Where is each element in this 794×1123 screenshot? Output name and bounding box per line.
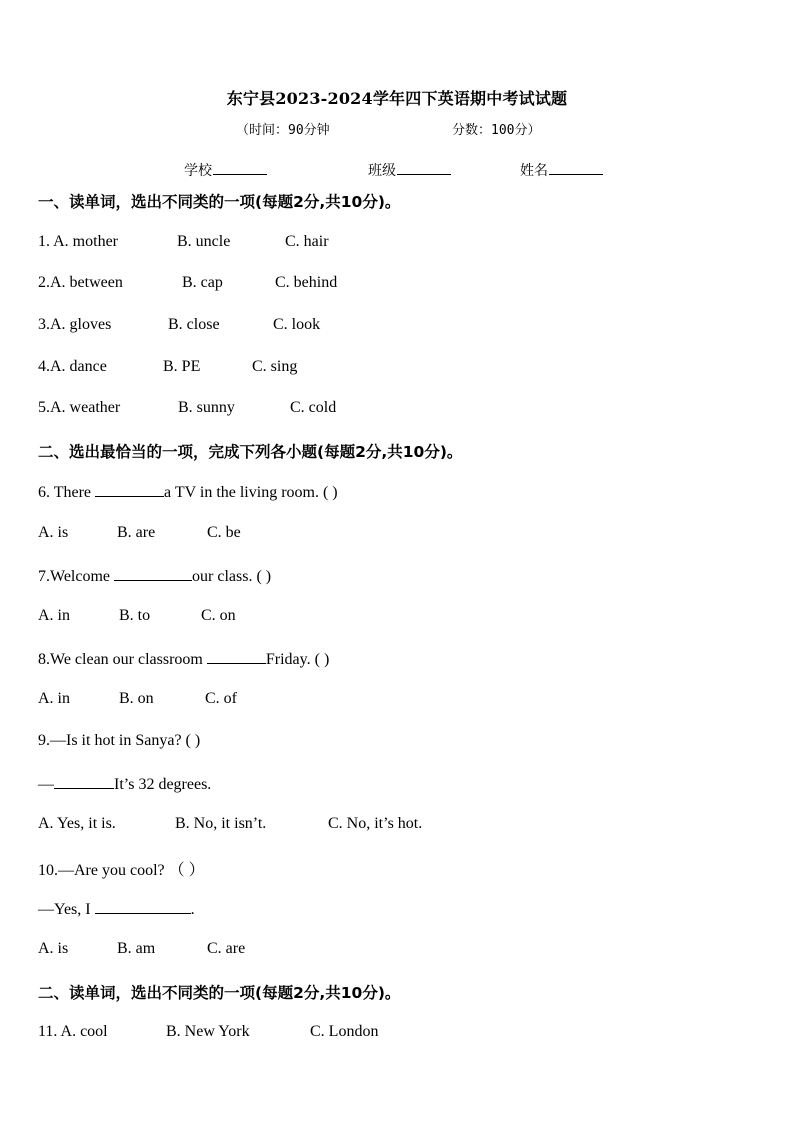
q2-number: 2.: [38, 274, 50, 291]
school-blank[interactable]: [213, 160, 267, 175]
question-6: [38, 482, 338, 502]
q4-option-b: B. PE: [163, 358, 201, 375]
question-2: [38, 274, 123, 292]
q1-number: 1: [38, 233, 46, 250]
q8-answer-blank[interactable]: [207, 649, 266, 664]
q1-option-b: B. uncle: [177, 233, 231, 250]
name-label: 姓名: [520, 163, 548, 179]
q9-answer-blank[interactable]: [54, 774, 114, 789]
question-4: [38, 358, 107, 376]
q7-option-b: B. to: [119, 607, 151, 624]
question-9-reply: [38, 774, 211, 794]
q9-option-b: B. No, it isn’t.: [175, 815, 267, 832]
q2-option-c: C. behind: [275, 274, 338, 291]
question-9: 9.—Is it hot in Sanya? ( ): [38, 732, 201, 749]
q7-option-c: C. on: [201, 607, 236, 624]
exam-score: 分数：100分）: [452, 123, 541, 138]
question-3: [38, 316, 111, 334]
q8-option-c: C. of: [205, 690, 237, 707]
q6-answer-blank[interactable]: [95, 482, 164, 497]
q10-answer-blank[interactable]: [95, 899, 191, 914]
q2-option-b: B. cap: [182, 274, 223, 291]
question-8: [38, 649, 329, 669]
q11-number: 11: [38, 1023, 54, 1040]
q7-answer-blank[interactable]: [114, 566, 192, 581]
q6-option-c: C. be: [207, 524, 241, 541]
q7-stem-end: our class. ( ): [192, 568, 272, 585]
q4-option-c: C. sing: [252, 358, 298, 375]
q10-option-a: A. is: [38, 940, 69, 957]
question-10: 10.—Are you cool? （ ）: [38, 862, 205, 879]
question-1: [38, 233, 118, 251]
q11-option-b: B. New York: [166, 1023, 250, 1040]
q9-option-c: C. No, it’s hot.: [328, 815, 423, 832]
q11-option-c: C. London: [310, 1023, 379, 1040]
name-blank[interactable]: [549, 160, 603, 175]
q8-stem-end: Friday. ( ): [265, 651, 330, 668]
q8-stem-start: 8.We clean our classroom: [38, 651, 207, 668]
q9-option-a: A. Yes, it is.: [38, 815, 116, 832]
q4-option-a: A. dance: [50, 358, 107, 375]
question-11: [38, 1023, 108, 1041]
class-field[interactable]: [368, 160, 451, 180]
question-7: [38, 566, 271, 586]
section-2-heading: 二、选出最恰当的一项，完成下列各小题(每题2分,共10分)。: [38, 443, 463, 461]
section-1-heading: 一、读单词，选出不同类的一项(每题2分,共10分)。: [38, 193, 401, 211]
q3-option-a: A. gloves: [50, 316, 112, 333]
q7-option-a: A. in: [38, 607, 70, 624]
q10-reply-end: .: [190, 901, 195, 918]
q6-option-b: B. are: [117, 524, 156, 541]
class-blank[interactable]: [397, 160, 451, 175]
q6-stem-end: a TV in the living room. ( ): [164, 484, 338, 501]
q4-number: 4.: [38, 358, 50, 375]
q5-number: 5.: [38, 399, 50, 416]
class-label: 班级: [368, 163, 396, 179]
q6-option-a: A. is: [38, 524, 69, 541]
q3-option-b: B. close: [168, 316, 220, 333]
school-field[interactable]: [184, 160, 267, 180]
q5-option-b: B. sunny: [178, 399, 235, 416]
name-field[interactable]: [520, 160, 603, 180]
exam-time: （时间：90分钟: [236, 123, 330, 138]
q3-number: 3.: [38, 316, 50, 333]
q3-option-c: C. look: [273, 316, 321, 333]
q8-option-a: A. in: [38, 690, 70, 707]
q5-option-a: A. weather: [50, 399, 121, 416]
q1-option-a: . A. mother: [46, 233, 118, 250]
q11-option-a: . A. cool: [53, 1023, 108, 1040]
q5-option-c: C. cold: [290, 399, 337, 416]
q9-dash: —: [38, 776, 54, 793]
q9-reply-end: It’s 32 degrees.: [114, 776, 212, 793]
section-3-heading: 二、读单词，选出不同类的一项(每题2分,共10分)。: [38, 984, 401, 1002]
school-label: 学校: [184, 163, 212, 179]
q6-stem-start: 6. There: [38, 484, 96, 501]
q2-option-a: A. between: [50, 274, 123, 291]
exam-title: 东宁县2023-2024学年四下英语期中考试试题: [226, 89, 568, 108]
q7-stem-start: 7.Welcome: [38, 568, 115, 585]
question-5: [38, 399, 120, 417]
q10-reply-start: —Yes, I: [38, 901, 95, 918]
q1-option-c: C. hair: [285, 233, 329, 250]
q10-option-b: B. am: [117, 940, 156, 957]
question-10-reply: [38, 899, 195, 919]
q10-option-c: C. are: [207, 940, 246, 957]
q8-option-b: B. on: [119, 690, 154, 707]
